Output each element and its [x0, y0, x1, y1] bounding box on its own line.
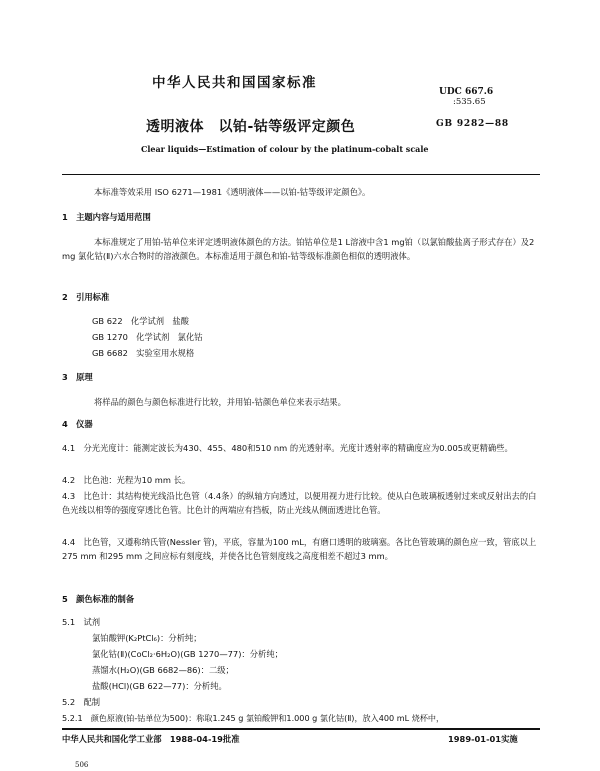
- header-divider: [62, 174, 540, 175]
- udc-code: UDC 667.6: [439, 87, 494, 97]
- reagent-item: 氯铂酸钾(K₂PtCl₆)：分析纯；: [92, 633, 202, 643]
- clause-5-1-heading: 5.1 试剂: [62, 617, 101, 627]
- gb-number: GB 9282—88: [436, 119, 509, 129]
- clause-5-2-1: 5.2.1 颜色原液(铂-钴单位为500)：称取1.245 g 氯铂酸钾和1.000 g 氯化钴(Ⅱ)，放入400 mL 烧杯中，: [62, 713, 445, 723]
- clause-4-2: 4.2 比色池：光程为10 mm 长。: [62, 475, 191, 485]
- footer-divider: [62, 728, 540, 730]
- national-standard-heading: 中华人民共和国国家标准: [152, 75, 317, 91]
- section-5-heading: 5 颜色标准的制备: [62, 594, 135, 604]
- reference-item: GB 1270 化学试剂 氯化钴: [92, 332, 203, 342]
- udc-code-sub: :535.65: [453, 97, 486, 107]
- section-3-heading: 3 原理: [62, 372, 93, 382]
- clause-5-2-heading: 5.2 配制: [62, 697, 101, 707]
- implementation-date: 1989-01-01实施: [448, 734, 518, 744]
- reference-item: GB 6682 实验室用水规格: [92, 348, 195, 358]
- page-number: 506: [75, 761, 89, 769]
- section-2-heading: 2 引用标准: [62, 292, 110, 302]
- section-1-heading: 1 主题内容与适用范围: [62, 212, 151, 222]
- document-title-cn: 透明液体 以铂-钴等级评定颜色: [146, 119, 356, 135]
- reagent-item: 氯化钴(Ⅱ)(CoCl₂·6H₂O)(GB 1270—77)：分析纯；: [92, 649, 283, 659]
- section-3-text: 将样品的颜色与颜色标准进行比较，并用铂-钴颜色单位来表示结果。: [94, 397, 346, 407]
- reagent-item: 盐酸(HCl)(GB 622—77)：分析纯。: [92, 681, 227, 691]
- approval-text: 中华人民共和国化学工业部 1988-04-19批准: [62, 734, 240, 744]
- clause-4-3: 4.3 比色计：其结构使光线沿比色管（4.4条）的纵轴方向透过，以便用视力进行比较。使从白色玻璃板透射过来或反射出去的白色光线以相等的强度穿透比色管。比色计的两端应有挡板，防止光线从侧面透进比色管。: [62, 491, 537, 515]
- section-4-heading: 4 仪器: [62, 419, 93, 429]
- clause-4-1: 4.1 分光光度计：能测定波长为430、455、480和510 nm 的光透射率。光度计透射率的精确度应为0.005或更精确些。: [62, 443, 513, 453]
- reference-item: GB 622 化学试剂 盐酸: [92, 316, 189, 326]
- reagent-item: 蒸馏水(H₂O)(GB 6682—86)：二级；: [92, 665, 234, 675]
- clause-4-4: 4.4 比色管，又遵称纳氏管(Nessler 管)，平底，容量为100 mL，有磨口透明的玻璃塞。各比色管玻璃的颜色应一致，管底以上275 mm 和295 mm 之间应标有刻度线，并使各比色管刻度线之高度相差不超过3 mm。: [62, 537, 537, 561]
- intro-text: 本标准等效采用 ISO 6271—1981《透明液体——以铂-钴等级评定颜色》。: [94, 187, 371, 197]
- section-1-text: 本标准规定了用铂-钴单位来评定透明液体颜色的方法。铂钴单位是1 L溶液中含1 mg铂（以氯铂酸盐离子形式存在）及2 mg 氯化钴(Ⅱ)六水合物时的溶液颜色。本标准适用于颜色和铂-钴等级标准颜色相似的透明液体。: [62, 237, 535, 261]
- document-title-en: Clear liquids—Estimation of colour by the platinum-cobalt scale: [141, 144, 429, 154]
